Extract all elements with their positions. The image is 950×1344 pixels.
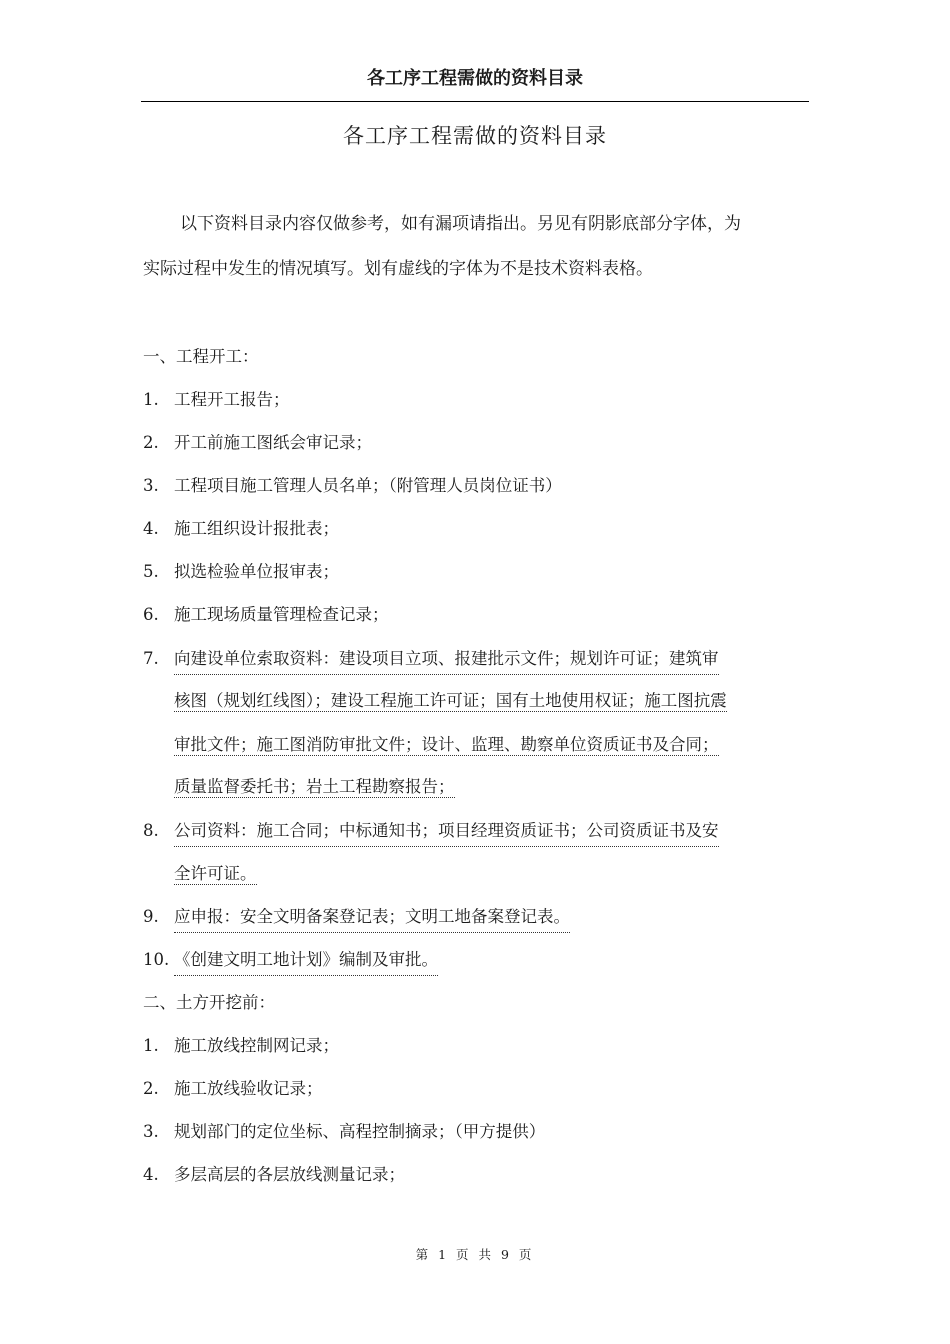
- list-item-number: 3.: [143, 476, 159, 495]
- list-item-continuation: [174, 773, 455, 801]
- intro-paragraph-line-1: 以下资料目录内容仅做参考，如有漏项请指出。另见有阴影底部分字体，为: [180, 214, 741, 234]
- list-item-number: 1.: [143, 1036, 159, 1055]
- list-item-text: 工程开工报告；: [174, 390, 290, 409]
- list-item-text: 工程项目施工管理人员名单；（附管理人员岗位证书）: [174, 476, 562, 495]
- list-item-continuation: [174, 687, 727, 715]
- list-item-text-dotted: 全许可证。: [174, 864, 257, 883]
- list-item-number: 9.: [143, 907, 159, 926]
- document-title: 各工序工程需做的资料目录: [343, 124, 607, 148]
- list-item-number: 4.: [143, 519, 159, 538]
- list-item-number: 3.: [143, 1122, 159, 1141]
- header-divider: [141, 101, 809, 102]
- list-item-text: 施工组织设计报批表；: [174, 519, 339, 538]
- list-item-text-dotted: 核图（规划红线图）；建设工程施工许可证；国有土地使用权证；施工图抗震: [174, 691, 727, 710]
- list-item-number: 8.: [143, 821, 159, 840]
- list-item-number: 2.: [143, 433, 159, 452]
- list-item-text-dotted: 应申报：安全文明备案登记表；文明工地备案登记表。: [174, 903, 570, 933]
- list-item-number: 5.: [143, 562, 159, 581]
- list-item-text-dotted: 质量监督委托书；岩土工程勘察报告；: [174, 777, 455, 796]
- list-item-text-dotted: 审批文件；施工图消防审批文件；设计、监理、勘察单位资质证书及合同；: [174, 735, 719, 754]
- section-heading-before-excavation: 二、土方开挖前：: [143, 993, 275, 1012]
- list-item-number: 4.: [143, 1165, 159, 1184]
- list-item-text: 拟选检验单位报审表；: [174, 562, 339, 581]
- list-item-text: 施工放线控制网记录；: [174, 1036, 339, 1055]
- list-item-number: 1.: [143, 390, 159, 409]
- list-item-continuation: [174, 860, 257, 888]
- list-item-number: 2.: [143, 1079, 159, 1098]
- list-item-text: 多层高层的各层放线测量记录；: [174, 1165, 405, 1184]
- list-item-number: 6.: [143, 605, 159, 624]
- section-heading-project-start: 一、工程开工：: [143, 347, 259, 366]
- list-item-text-dotted: 公司资料：施工合同；中标通知书；项目经理资质证书；公司资质证书及安: [174, 817, 719, 847]
- intro-paragraph-line-2: 实际过程中发生的情况填写。划有虚线的字体为不是技术资料表格。: [143, 259, 653, 279]
- list-item-number: 7.: [143, 649, 159, 668]
- list-item-number: 10.: [143, 950, 170, 969]
- list-item-text-dotted: 向建设单位索取资料：建设项目立项、报建批示文件；规划许可证；建筑审: [174, 645, 719, 675]
- page-footer: 第 1 页 共 9 页: [415, 1247, 535, 1262]
- list-item-continuation: [174, 731, 719, 759]
- list-item-text: 施工现场质量管理检查记录；: [174, 605, 389, 624]
- list-item-text: 规划部门的定位坐标、高程控制摘录；（甲方提供）: [174, 1122, 546, 1141]
- running-header: 各工序工程需做的资料目录: [367, 68, 583, 89]
- list-item-text: 开工前施工图纸会审记录；: [174, 433, 372, 452]
- list-item-text-dotted: 《创建文明工地计划》编制及审批。: [174, 946, 438, 976]
- list-item-text: 施工放线验收记录；: [174, 1079, 323, 1098]
